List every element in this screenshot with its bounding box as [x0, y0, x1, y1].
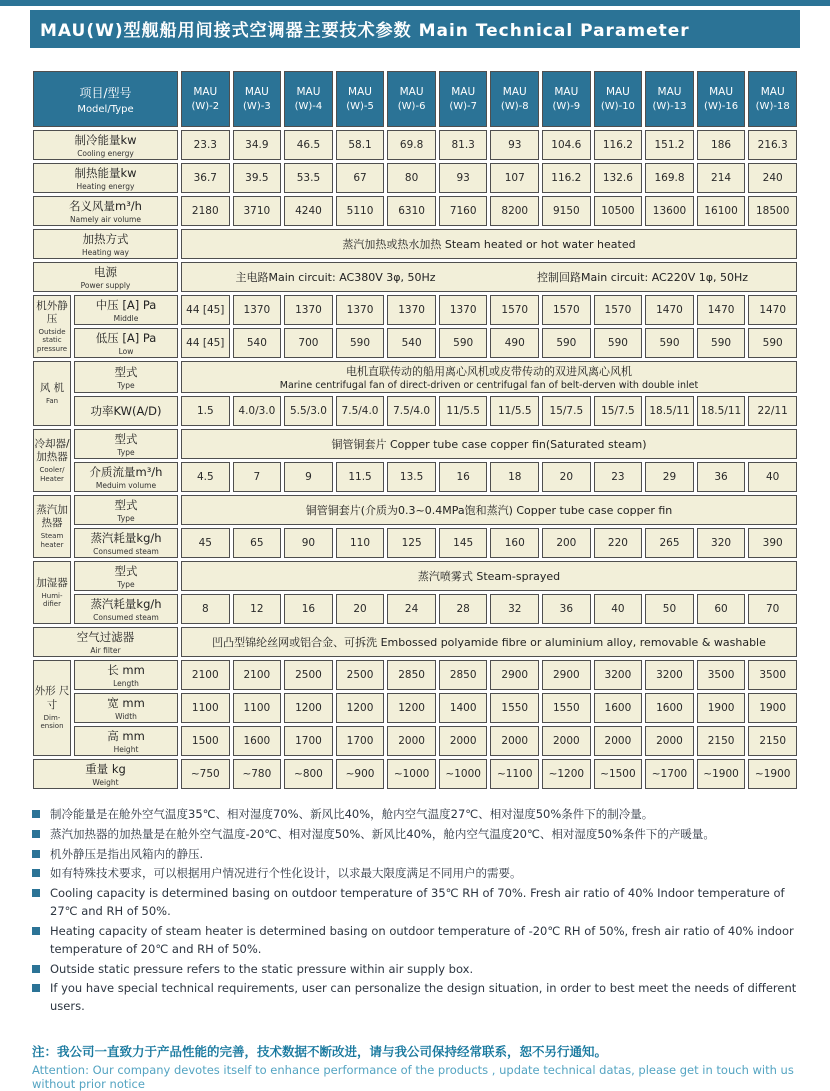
- span-text-cell: 凹凸型锦纶丝网或铝合金、可拆洗 Embossed polyamide fibre or aluminium alloy, removable & washable: [181, 627, 797, 657]
- row-label: 制热能量kw Heating energy: [33, 163, 178, 193]
- row-label: 功率KW(A/D): [74, 396, 178, 426]
- value-cell: 36.7: [181, 163, 230, 193]
- value-cell: 2150: [697, 726, 746, 756]
- value-cell: 3710: [233, 196, 282, 226]
- table-container: [30, 68, 800, 792]
- value-cell: 1370: [284, 295, 333, 325]
- value-cell: 132.6: [594, 163, 643, 193]
- value-cell: 590: [748, 328, 797, 358]
- value-cell: 2900: [542, 660, 591, 690]
- value-cell: 9150: [542, 196, 591, 226]
- row-label: 重量 kg Weight: [33, 759, 178, 789]
- value-cell: 81.3: [439, 130, 488, 160]
- value-cell: ~1000: [439, 759, 488, 789]
- value-cell: 4.5: [181, 462, 230, 492]
- square-bullet-icon: [32, 830, 40, 838]
- value-cell: 80: [387, 163, 436, 193]
- row-label: 宽 mm Width: [74, 693, 178, 723]
- square-bullet-icon: [32, 965, 40, 973]
- table-row: [33, 726, 797, 756]
- value-cell: 7.5/4.0: [336, 396, 385, 426]
- table-row: [33, 594, 797, 624]
- span-text-cell: 铜管铜套片(介质为0.3~0.4MPa饱和蒸汽) Copper tube case copper fin: [181, 495, 797, 525]
- value-cell: 700: [284, 328, 333, 358]
- value-cell: 540: [233, 328, 282, 358]
- value-cell: 12: [233, 594, 282, 624]
- notes-list: [32, 806, 800, 1016]
- value-cell: 540: [387, 328, 436, 358]
- value-cell: 44 [45]: [181, 328, 230, 358]
- row-group-label: 冷却器/加热器 Cooler/ Heater: [33, 429, 71, 492]
- value-cell: 36: [697, 462, 746, 492]
- span-text-cell: 蒸汽喷雾式 Steam-sprayed: [181, 561, 797, 591]
- value-cell: 2000: [439, 726, 488, 756]
- value-cell: 3200: [645, 660, 694, 690]
- value-cell: 2850: [387, 660, 436, 690]
- square-bullet-icon: [32, 810, 40, 818]
- page-title: MAU(W)型舰船用间接式空调器主要技术参数 Main Technical Parameter: [30, 10, 800, 48]
- value-cell: ~1200: [542, 759, 591, 789]
- row-group-label: 外形 尺寸 Dim- ension: [33, 660, 71, 756]
- table-header: [33, 71, 797, 127]
- value-cell: 69.8: [387, 130, 436, 160]
- value-cell: 1200: [387, 693, 436, 723]
- value-cell: 1470: [645, 295, 694, 325]
- value-cell: 4.0/3.0: [233, 396, 282, 426]
- model-header-cell: MAU (W)-13: [645, 71, 694, 127]
- value-cell: 590: [439, 328, 488, 358]
- value-cell: 58.1: [336, 130, 385, 160]
- value-cell: 1700: [336, 726, 385, 756]
- table-row: [33, 328, 797, 358]
- value-cell: 16: [439, 462, 488, 492]
- value-cell: 590: [594, 328, 643, 358]
- split-right-text: 控制回路Main circuit: AC220V 1φ, 50Hz: [536, 271, 749, 284]
- top-accent-strip: [0, 0, 830, 6]
- note-item: 蒸汽加热器的加热量是在舱外空气温度-20℃、相对湿度50%、新风比40%，舱内空气温度20℃、相对湿度50%条件下的产暖量。: [32, 826, 800, 844]
- value-cell: 2000: [542, 726, 591, 756]
- value-cell: 110: [336, 528, 385, 558]
- model-header-cell: MAU (W)-10: [594, 71, 643, 127]
- value-cell: 93: [439, 163, 488, 193]
- value-cell: 116.2: [594, 130, 643, 160]
- row-label: 中压 [A] Pa Middle: [74, 295, 178, 325]
- table-row: [33, 627, 797, 657]
- value-cell: 7160: [439, 196, 488, 226]
- model-header-cell: MAU (W)-2: [181, 71, 230, 127]
- note-item: Cooling capacity is determined basing on outdoor temperature of 35℃ RH of 70%. Fresh air ratio of 40% Indoor temperature of 27℃ and RH of 50%.: [32, 885, 800, 921]
- value-cell: 18: [490, 462, 539, 492]
- value-cell: ~1900: [748, 759, 797, 789]
- value-cell: 2500: [336, 660, 385, 690]
- value-cell: ~900: [336, 759, 385, 789]
- row-label: 长 mm Length: [74, 660, 178, 690]
- value-cell: 2500: [284, 660, 333, 690]
- row-label: 型式 Type: [74, 561, 178, 591]
- value-cell: 1200: [284, 693, 333, 723]
- header-model-type-cell: 项目/型号 Model/Type: [33, 71, 178, 127]
- value-cell: 1100: [181, 693, 230, 723]
- value-cell: 1.5: [181, 396, 230, 426]
- table-row: [33, 396, 797, 426]
- table-row: [33, 130, 797, 160]
- model-header-cell: MAU (W)-8: [490, 71, 539, 127]
- table-row: [33, 163, 797, 193]
- value-cell: 7.5/4.0: [387, 396, 436, 426]
- value-cell: 2000: [387, 726, 436, 756]
- value-cell: 53.5: [284, 163, 333, 193]
- value-cell: 6310: [387, 196, 436, 226]
- model-header-cell: MAU (W)-6: [387, 71, 436, 127]
- value-cell: 104.6: [542, 130, 591, 160]
- value-cell: 2150: [748, 726, 797, 756]
- value-cell: 23: [594, 462, 643, 492]
- value-cell: 2000: [490, 726, 539, 756]
- value-cell: 18.5/11: [697, 396, 746, 426]
- value-cell: 44 [45]: [181, 295, 230, 325]
- note-item: 如有特殊技术要求，可以根据用户情况进行个性化设计，以求最大限度满足不同用户的需要。: [32, 865, 800, 883]
- note-item: 制冷能量是在舱外空气温度35℃、相对湿度70%、新风比40%，舱内空气温度27℃、相对湿度50%条件下的制冷量。: [32, 806, 800, 824]
- table-row: [33, 528, 797, 558]
- footer-note-en: Attention: Our company devotes itself to enhance performance of the products , update technical datas, please get in touch with us without prior notice: [32, 1062, 794, 1091]
- value-cell: 1470: [748, 295, 797, 325]
- table-row: [33, 429, 797, 459]
- note-item: Heating capacity of steam heater is determined basing on outdoor temperature of -20℃ RH of 50%, fresh air ratio of 40% indoor temperature of 20℃ and RH of 50%.: [32, 923, 800, 959]
- value-cell: 151.2: [645, 130, 694, 160]
- value-cell: 18500: [748, 196, 797, 226]
- value-cell: 16: [284, 594, 333, 624]
- row-label: 高 mm Height: [74, 726, 178, 756]
- value-cell: 590: [336, 328, 385, 358]
- value-cell: 1570: [594, 295, 643, 325]
- split-left-text: 主电路Main circuit: AC380V 3φ, 50Hz: [235, 271, 436, 284]
- row-group-label: 加湿器 Humi- difier: [33, 561, 71, 624]
- table-row: [33, 660, 797, 690]
- value-cell: 22/11: [748, 396, 797, 426]
- model-header-cell: MAU (W)-18: [748, 71, 797, 127]
- value-cell: 1550: [490, 693, 539, 723]
- value-cell: 20: [542, 462, 591, 492]
- value-cell: 67: [336, 163, 385, 193]
- value-cell: 1370: [233, 295, 282, 325]
- split-text-cell: [181, 262, 797, 292]
- value-cell: 1100: [233, 693, 282, 723]
- value-cell: 45: [181, 528, 230, 558]
- model-header-cell: MAU (W)-3: [233, 71, 282, 127]
- parameters-table: [30, 68, 800, 792]
- value-cell: 1470: [697, 295, 746, 325]
- row-label: 蒸汽耗量kg/h Consumed steam: [74, 528, 178, 558]
- note-item: Outside static pressure refers to the static pressure within air supply box.: [32, 961, 800, 979]
- value-cell: 40: [594, 594, 643, 624]
- model-header-cell: MAU (W)-16: [697, 71, 746, 127]
- table-header-row: [33, 71, 797, 127]
- value-cell: ~1500: [594, 759, 643, 789]
- value-cell: 11/5.5: [439, 396, 488, 426]
- span-text-cell: 铜管铜套片 Copper tube case copper fin(Saturated steam): [181, 429, 797, 459]
- value-cell: 90: [284, 528, 333, 558]
- value-cell: 40: [748, 462, 797, 492]
- value-cell: 320: [697, 528, 746, 558]
- row-label: 蒸汽耗量kg/h Consumed steam: [74, 594, 178, 624]
- value-cell: 34.9: [233, 130, 282, 160]
- value-cell: 3200: [594, 660, 643, 690]
- value-cell: 1570: [490, 295, 539, 325]
- value-cell: 15/7.5: [542, 396, 591, 426]
- table-row: [33, 361, 797, 393]
- row-group-label: 机外静压 Outside static pressure: [33, 295, 71, 358]
- table-row: [33, 561, 797, 591]
- value-cell: 93: [490, 130, 539, 160]
- footer-note-zh: 注：我公司一直致力于产品性能的完善，技术数据不断改进，请与我公司保持经常联系，恕不另行通知。: [32, 1043, 608, 1059]
- value-cell: 9: [284, 462, 333, 492]
- span-text-cell: 蒸汽加热或热水加热 Steam heated or hot water heated: [181, 229, 797, 259]
- table-row: [33, 262, 797, 292]
- value-cell: 240: [748, 163, 797, 193]
- value-cell: ~800: [284, 759, 333, 789]
- table-row: [33, 229, 797, 259]
- value-cell: 2180: [181, 196, 230, 226]
- value-cell: 2100: [181, 660, 230, 690]
- value-cell: 2900: [490, 660, 539, 690]
- value-cell: 46.5: [284, 130, 333, 160]
- model-header-cell: MAU (W)-9: [542, 71, 591, 127]
- value-cell: 39.5: [233, 163, 282, 193]
- value-cell: 10500: [594, 196, 643, 226]
- value-cell: 8: [181, 594, 230, 624]
- value-cell: 1370: [387, 295, 436, 325]
- row-group-label: 风 机 Fan: [33, 361, 71, 426]
- value-cell: ~750: [181, 759, 230, 789]
- value-cell: 1700: [284, 726, 333, 756]
- value-cell: 1600: [594, 693, 643, 723]
- note-item: 机外静压是指出风箱内的静压.: [32, 846, 800, 864]
- value-cell: 36: [542, 594, 591, 624]
- value-cell: 216.3: [748, 130, 797, 160]
- footer: [32, 1042, 800, 1091]
- table-row: [33, 759, 797, 789]
- value-cell: 1900: [748, 693, 797, 723]
- span-text-cell: 电机直联传动的船用离心风机或皮带传动的双进风离心风机 Marine centrifugal fan of direct-driven or centrifugal fan of belt-derven with double inlet: [181, 361, 797, 393]
- row-label: 制冷能量kw Cooling energy: [33, 130, 178, 160]
- note-item: If you have special technical requirements, user can personalize the design situation, in order to best meet the needs of different users.: [32, 980, 800, 1016]
- value-cell: 13600: [645, 196, 694, 226]
- value-cell: 65: [233, 528, 282, 558]
- value-cell: 5110: [336, 196, 385, 226]
- value-cell: 70: [748, 594, 797, 624]
- value-cell: 145: [439, 528, 488, 558]
- row-label: 型式 Type: [74, 429, 178, 459]
- square-bullet-icon: [32, 927, 40, 935]
- table-row: [33, 495, 797, 525]
- row-label: 加热方式 Heating way: [33, 229, 178, 259]
- value-cell: 2000: [645, 726, 694, 756]
- model-header-cell: MAU (W)-4: [284, 71, 333, 127]
- value-cell: 1370: [439, 295, 488, 325]
- row-label: 介质流量m³/h Meduim volume: [74, 462, 178, 492]
- value-cell: 490: [490, 328, 539, 358]
- value-cell: 18.5/11: [645, 396, 694, 426]
- value-cell: 590: [645, 328, 694, 358]
- value-cell: 4240: [284, 196, 333, 226]
- value-cell: 23.3: [181, 130, 230, 160]
- value-cell: 1600: [645, 693, 694, 723]
- square-bullet-icon: [32, 869, 40, 877]
- value-cell: 60: [697, 594, 746, 624]
- value-cell: 2000: [594, 726, 643, 756]
- value-cell: 11/5.5: [490, 396, 539, 426]
- value-cell: 2850: [439, 660, 488, 690]
- table-row: [33, 295, 797, 325]
- value-cell: 1600: [233, 726, 282, 756]
- value-cell: 1370: [336, 295, 385, 325]
- value-cell: 13.5: [387, 462, 436, 492]
- square-bullet-icon: [32, 850, 40, 858]
- value-cell: 265: [645, 528, 694, 558]
- value-cell: 169.8: [645, 163, 694, 193]
- row-label: 型式 Type: [74, 361, 178, 393]
- square-bullet-icon: [32, 889, 40, 897]
- row-label: 电源 Power supply: [33, 262, 178, 292]
- model-header-cell: MAU (W)-7: [439, 71, 488, 127]
- value-cell: 7: [233, 462, 282, 492]
- table-row: [33, 462, 797, 492]
- value-cell: 3500: [697, 660, 746, 690]
- value-cell: 1570: [542, 295, 591, 325]
- value-cell: 16100: [697, 196, 746, 226]
- value-cell: 116.2: [542, 163, 591, 193]
- value-cell: 125: [387, 528, 436, 558]
- row-label: 型式 Type: [74, 495, 178, 525]
- value-cell: 29: [645, 462, 694, 492]
- value-cell: 590: [697, 328, 746, 358]
- value-cell: 214: [697, 163, 746, 193]
- value-cell: ~1700: [645, 759, 694, 789]
- value-cell: 160: [490, 528, 539, 558]
- value-cell: 200: [542, 528, 591, 558]
- value-cell: 5.5/3.0: [284, 396, 333, 426]
- table-row: [33, 693, 797, 723]
- value-cell: 186: [697, 130, 746, 160]
- value-cell: 1550: [542, 693, 591, 723]
- model-header-cell: MAU (W)-5: [336, 71, 385, 127]
- row-label: 名义风量m³/h Namely air volume: [33, 196, 178, 226]
- value-cell: 107: [490, 163, 539, 193]
- value-cell: 11.5: [336, 462, 385, 492]
- value-cell: 8200: [490, 196, 539, 226]
- value-cell: ~1100: [490, 759, 539, 789]
- value-cell: 1200: [336, 693, 385, 723]
- value-cell: ~1900: [697, 759, 746, 789]
- value-cell: 15/7.5: [594, 396, 643, 426]
- value-cell: 390: [748, 528, 797, 558]
- table-body: [33, 130, 797, 789]
- value-cell: 32: [490, 594, 539, 624]
- value-cell: 50: [645, 594, 694, 624]
- value-cell: 1400: [439, 693, 488, 723]
- value-cell: 1500: [181, 726, 230, 756]
- table-row: [33, 196, 797, 226]
- value-cell: 220: [594, 528, 643, 558]
- value-cell: ~1000: [387, 759, 436, 789]
- value-cell: ~780: [233, 759, 282, 789]
- value-cell: 590: [542, 328, 591, 358]
- value-cell: 2100: [233, 660, 282, 690]
- value-cell: 24: [387, 594, 436, 624]
- value-cell: 1900: [697, 693, 746, 723]
- row-label: 空气过滤器 Air filter: [33, 627, 178, 657]
- value-cell: 28: [439, 594, 488, 624]
- value-cell: 3500: [748, 660, 797, 690]
- value-cell: 20: [336, 594, 385, 624]
- square-bullet-icon: [32, 984, 40, 992]
- row-group-label: 蒸汽加热器 Steam heater: [33, 495, 71, 558]
- row-label: 低压 [A] Pa Low: [74, 328, 178, 358]
